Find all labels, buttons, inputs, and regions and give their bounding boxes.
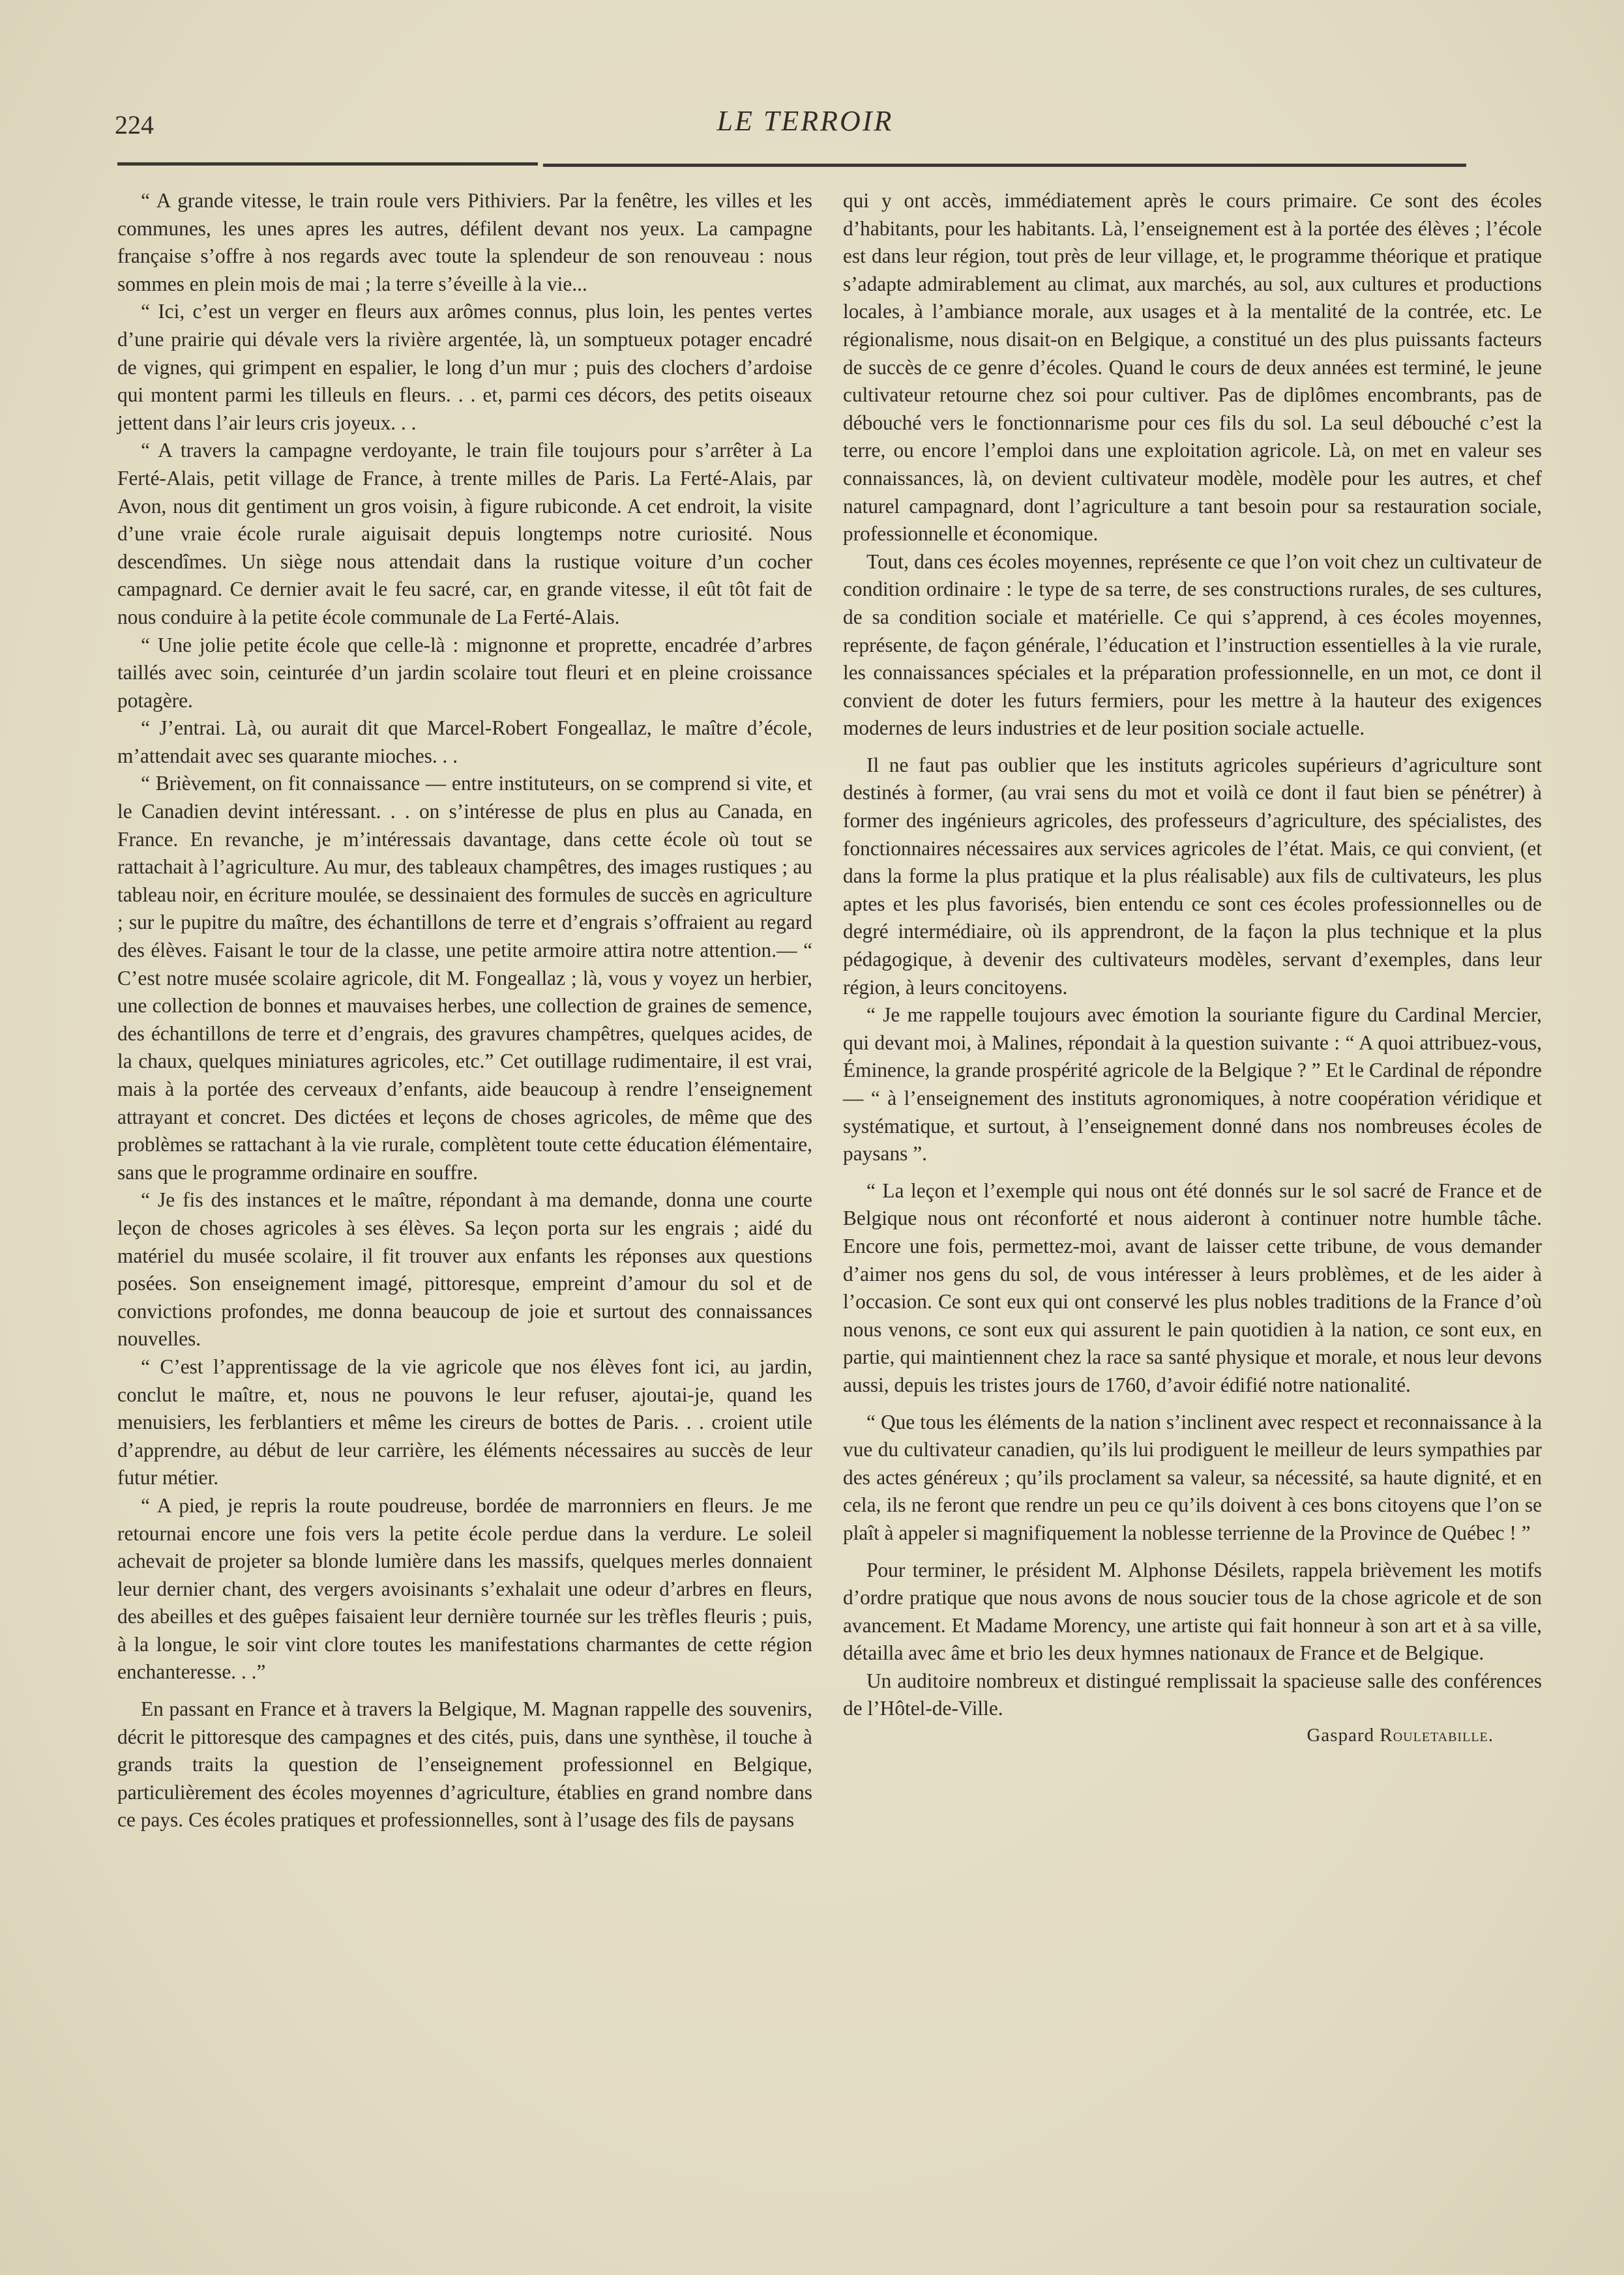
left-column — [117, 187, 812, 1834]
paragraph: “ Brièvement, on fit connaissance — entre instituteurs, on se comprend si vite, et le Canadien devint intéressant. . . on s’intéresse de plus en plus au Canada, en France. En revanche, je m’intéressais davantage, dans cette école où tout se rattachait à l’agriculture. Au mur, des tableaux champêtres, des images rustiques ; au tableau noir, en écriture moulée, se dessinaient des formules de succès en agriculture ; sur le pupitre du maître, des échantillons de terre et d’engrais s’offraient au regard des élèves. Faisant le tour de la classe, une petite armoire attira notre attention.— “ C’est notre musée scolaire agricole, dit M. Fongeallaz ; là, vous y voyez un herbier, une collection de bonnes et mauvaises herbes, une collection de graines de semence, des échantillons de terre et d’engrais, des gravures champêtres, quelques acides, de la chaux, quelques miniatures agricoles, etc.” Cet outillage rudimentaire, il est vrai, mais à la portée des cerveaux d’enfants, aide beaucoup à rendre l’enseignement attrayant et concret. Des dictées et leçons de choses agricoles, de même que des problèmes se rattachant à la vie rurale, complètent toute cette éducation élémentaire, sans que le programme ordinaire en souffre. — [117, 772, 812, 1184]
paragraph: qui y ont accès, immédiatement après le cours primaire. Ce sont des écoles d’habitants, pour les habitants. Là, l’enseignement est à la portée des élèves ; l’école est dans leur région, tout près de leur village, et, le programme théorique et pratique s’adapte admirablement au climat, aux marchés, au sol, aux cultures et productions locales, à l’ambiance morale, aux usages et à la mentalité de la contrée, etc. Le régionalisme, nous disait-on en Belgique, a constitué un des plus puissants facteurs de succès de ce genre d’écoles. Quand le cours de deux années est terminé, le jeune cultivateur retourne chez soi pour cultiver. Pas de diplômes encombrants, pas de débouché vers le fonctionnarisme pour ces fils du sol. La seul débouché c’est la terre, ou encore l’emploi dans une exploitation agricole. Là, on met en valeur ses connaissances, là, on devient cultivateur modèle, modèle pour les autres, et chef naturel campagnard, dont l’agriculture a tant besoin pour sa restauration sociale, professionnelle et économique. — [843, 189, 1542, 546]
paragraph: En passant en France et à travers la Belgique, M. Magnan rappelle des souvenirs, décrit le pittoresque des campagnes et des cités, puis, dans une synthèse, il touche à grands traits la question de l’enseignement professionnel en Belgique, particulièrement des écoles moyennes d’agriculture, établies en grand nombre dans ce pays. Ces écoles pratiques et professionnelles, sont à l’usage des fils de paysans — [117, 1697, 812, 1832]
header-rule-right — [543, 164, 1466, 167]
paragraph: Pour terminer, le président M. Alphonse Désilets, rappela brièvement les motifs d’ordre pratique que nous avons de nous soucier tous de la chose agricole et de son avancement. Et Madame Morency, une artiste qui fait honneur à son art et à sa ville, détailla avec âme et brio les deux hymnes nationaux de France et de Belgique. — [843, 1558, 1542, 1665]
page-number: 224 — [115, 110, 154, 139]
author-first-name: Gaspard — [1307, 1725, 1375, 1746]
paragraph: “ A pied, je repris la route poudreuse, bordée de marronniers en fleurs. Je me retournai encore une fois vers la petite école perdue dans la verdure. Le soleil achevait de projeter sa blonde lumière dans les massifs, quelques merles donnaient leur dernier chant, des vergers avoisinants s’exhalait une odeur d’arbres en fleurs, des abeilles et des guêpes faisaient leur dernière tournée sur les trèfles fleuris ; puis, à la longue, le soir vint clore toutes les manifestations charmantes de cette région enchanteresse. . .” — [117, 1493, 812, 1684]
paragraph: “ Que tous les éléments de la nation s’inclinent avec respect et reconnaissance à la vue du cultivateur canadien, qu’ils lui prodiguent le meilleur de leurs sympathies par des actes généreux ; qu’ils proclament sa valeur, sa nécessité, sa haute dignité, et en cela, ils ne feront que rendre un peu ce qu’ils doivent à ces bons citoyens que l’on se plaît à appeler si magnifiquement la noblesse terrienne de la Province de Québec ! ” — [843, 1410, 1542, 1544]
right-column — [843, 187, 1542, 1750]
paragraph: Un auditoire nombreux et distingué remplissait la spacieuse salle des conférences de l’Hôtel-de-Ville. — [843, 1669, 1542, 1720]
paragraph: “ C’est l’apprentissage de la vie agricole que nos élèves font ici, au jardin, conclut le maître, et, nous ne pouvons le leur refuser, ajoutai-je, quand les menuisiers, les ferblantiers et même les cireurs de bottes de Paris. . . croient utile d’apprendre, au début de leur carrière, les éléments nécessaires au succès de leur futur métier. — [117, 1355, 812, 1490]
paragraph: “ Je me rappelle toujours avec émotion la souriante figure du Cardinal Mercier, qui devant moi, à Malines, répondait à la question suivante : “ A quoi attribuez-vous, Éminence, la grande prospérité agricole de la Belgique ? ” Et le Cardinal de répondre — “ à l’enseignement des instituts agronomiques, à notre coopération véridique et systématique, et surtout, à l’enseignement donné dans nos nombreuses écoles de paysans ”. — [843, 1003, 1542, 1166]
header-rule-left — [117, 162, 538, 166]
paragraph: “ A grande vitesse, le train roule vers Pithiviers. Par la fenêtre, les villes et les communes, les unes apres les autres, défilent devant nos yeux. La campagne française s’offre à nos regards avec toute la splendeur de son renouveau : nous sommes en plein mois de mai ; la terre s’éveille à la vie... — [117, 189, 812, 295]
paragraph: “ A travers la campagne verdoyante, le train file toujours pour s’arrêter à La Ferté-Alais, petit village de France, à trente milles de Paris. La Ferté-Alais, par Avon, nous dit gentiment un gros voisin, à figure rubiconde. A cet endroit, la visite d’une vraie école rurale aiguisait depuis longtemps notre curiosité. Nous descendîmes. Un siège nous attendait dans la rustique voiture d’un cocher campagnard. Ce dernier avait le feu sacré, car, en grande vitesse, il eût tôt fait de nous conduire à la petite école communale de La Ferté-Alais. — [117, 439, 812, 628]
author-signature — [843, 1722, 1542, 1750]
running-title: LE TERROIR — [716, 105, 894, 137]
paragraph: Il ne faut pas oublier que les instituts agricoles supérieurs d’agriculture sont destinés à former, (au vrai sens du mot et voilà ce dont il faut bien se pénétrer) à former des ingénieurs agricoles, des professeurs d’agriculture, des spécialistes, des fonctionnaires nécessaires aux services agricoles de l’état. Mais, ce qui convient, (et dans la forme la plus pratique et la plus réalisable) aux fils de cultivateurs, les plus aptes et les plus favorisés, bien entendu ce sont ces écoles professionnelles ou de degré intermédiaire, où ils apprendront, de la façon la plus technique et la plus pédagogique, à devenir des cultivateurs modèles, servant d’exemples, dans leur région, à leurs concitoyens. — [843, 753, 1542, 999]
page-header — [111, 104, 1499, 143]
paragraph: “ La leçon et l’exemple qui nous ont été donnés sur le sol sacré de France et de Belgique nous ont réconforté et nous aideront à continuer notre humble tâche. Encore une fois, permettez-moi, avant de laisser cette tribune, de vous demander d’aimer nos gens du sol, de vous intéresser à leurs problèmes, et de les aider à l’occasion. Ce sont eux qui ont conservé les plus nobles traditions de la France d’où nous venons, ce sont eux qui assurent le pain quotidien à la nation, ce sont eux, en partie, qui maintiennent chez la race sa santé physique et morale, et nous leur devons aussi, depuis les tristes jours de 1760, d’avoir édifié notre nationalité. — [843, 1179, 1542, 1396]
paragraph: “ Ici, c’est un verger en fleurs aux arômes connus, plus loin, les pentes vertes d’une prairie qui dévale vers la rivière argentée, là, un somptueux potager encadré de vignes, qui grimpent en espalier, le long d’un mur ; puis des clochers d’ardoise qui montent parmi les tilleuls en fleurs. . . et, parmi ces décors, des petits oiseaux jettent dans l’air leurs cris joyeux. . . — [117, 300, 812, 434]
author-last-name: Rouletabille. — [1380, 1725, 1494, 1746]
paragraph: “ J’entrai. Là, ou aurait dit que Marcel-Robert Fongeallaz, le maître d’école, m’attendait avec ses quarante mioches. . . — [117, 716, 812, 767]
paragraph: “ Une jolie petite école que celle-là : mignonne et proprette, encadrée d’arbres taillés avec soin, ceinturée d’un jardin scolaire tout fleuri et en pleine croissance potagère. — [117, 633, 812, 712]
paragraph: “ Je fis des instances et le maître, répondant à ma demande, donna une courte leçon de choses agricoles à ses élèves. Sa leçon porta sur les engrais ; aidé du matériel du musée scolaire, il fit trouver aux enfants les réponses aux questions posées. Son enseignement imagé, pittoresque, empreint d’amour du sol et de convictions profondes, me donna beaucoup de joie et surtout des connaissances nouvelles. — [117, 1188, 812, 1351]
paragraph: Tout, dans ces écoles moyennes, représente ce que l’on voit chez un cultivateur de condition ordinaire : le type de sa terre, de ses constructions rurales, de ses cultures, de sa condition sociale et matérielle. Ce qui s’apprend, à ces écoles moyennes, représente, de façon générale, l’éducation et l’instruction essentielles à la vie rurale, les connaissances spéciales et la préparation professionnelle, en un mot, ce dont il convient de doter les futurs fermiers, pour les mettre à la hauteur des exigences modernes de leurs industries et de leur position sociale actuelle. — [843, 550, 1542, 740]
